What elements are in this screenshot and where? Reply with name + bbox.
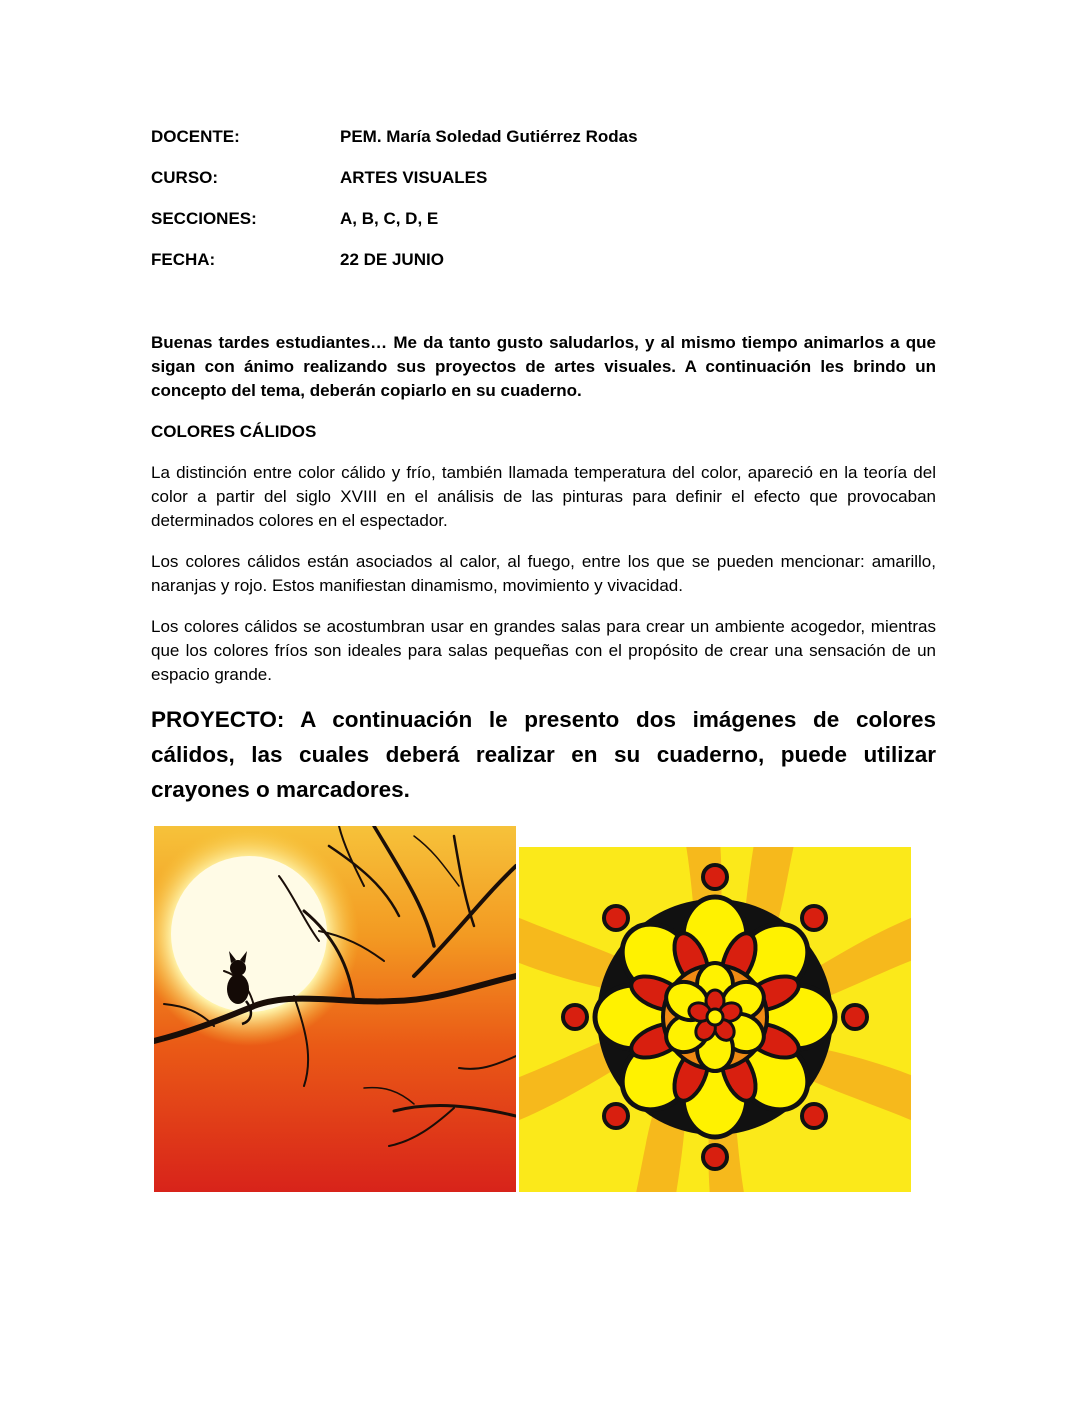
info-label: SECCIONES: <box>151 209 257 228</box>
project-instructions <box>151 702 936 807</box>
info-label: CURSO: <box>151 168 219 187</box>
section-title: COLORES CÁLIDOS <box>151 422 317 441</box>
paragraph-1: La distinción entre color cálido y frío, también llamada temperatura del color, apareció en la teoría del color a partir del siglo XVIII en el análisis de las pinturas para definir el efecto que provocaban determinados colores en el espectador. <box>151 463 936 530</box>
info-value: PEM. María Soledad Gutiérrez Rodas <box>340 127 638 146</box>
sunset-cat-painting-icon <box>154 826 516 1192</box>
info-row-curso <box>151 168 851 209</box>
info-label: FECHA: <box>151 250 216 269</box>
paragraph-2: Los colores cálidos están asociados al calor, al fuego, entre los que se pueden mencionar: amarillo, naranjas y rojo. Estos manifiestan dinamismo, movimiento y vivacidad. <box>151 552 936 595</box>
info-row-docente <box>151 127 851 168</box>
project-text: PROYECTO: A continuación le presento dos imágenes de colores cálidos, las cuales deberá realizar en su cuaderno, puede utilizar crayones o marcadores. <box>151 707 936 802</box>
mandala-flower-icon <box>519 847 911 1192</box>
info-row-secciones <box>151 209 851 250</box>
info-row-fecha <box>151 250 851 291</box>
info-label: DOCENTE: <box>151 127 240 146</box>
intro-paragraph: Buenas tardes estudiantes… Me da tanto gusto saludarlos, y al mismo tiempo animarlos a que sigan con ánimo realizando sus proyectos de artes visuales. A continuación les brindo un concepto del tema, deberán copiarlo en su cuaderno. <box>151 333 936 400</box>
header-info <box>151 127 851 291</box>
info-value: A, B, C, D, E <box>340 209 439 228</box>
info-value: ARTES VISUALES <box>340 168 488 187</box>
info-value: 22 DE JUNIO <box>340 250 444 269</box>
paragraph-3: Los colores cálidos se acostumbran usar en grandes salas para crear un ambiente acogedor, mientras que los colores fríos son ideales para salas pequeñas con el propósito de crear una sensación de un espacio grande. <box>151 617 936 684</box>
